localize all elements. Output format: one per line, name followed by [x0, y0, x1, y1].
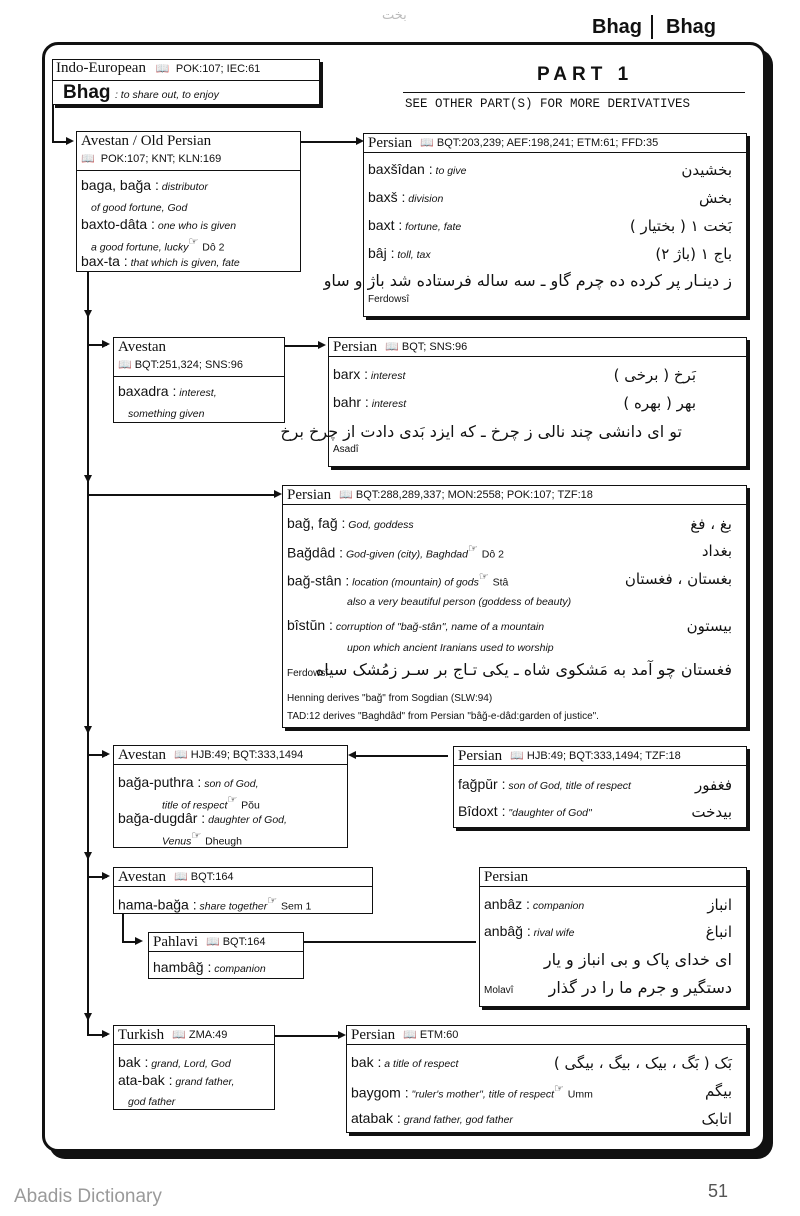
p2-refs: BQT; SNS:96	[401, 341, 468, 353]
book-icon: 📖	[510, 750, 524, 762]
book-icon: 📖	[81, 153, 95, 165]
p4-word: fağpŭr	[458, 776, 498, 792]
p3-persian: بغ ، فغ	[690, 515, 732, 533]
p3-gloss: God, goddess	[345, 519, 414, 531]
connector	[355, 755, 448, 757]
b7-word: ata-bak	[118, 1072, 165, 1088]
p2-word: barx	[333, 366, 361, 382]
p1-persian: بَخت ۱ ( بختیار )	[629, 217, 732, 235]
p5-gloss: rival wife	[530, 927, 575, 939]
arrow-right-icon	[102, 1030, 110, 1038]
p3-word: bîstŭn	[287, 617, 326, 633]
arrow-right-icon	[102, 750, 110, 758]
b2-gloss: interest,	[176, 387, 217, 399]
page-number: 51	[708, 1181, 729, 1201]
b5-gloss: share together	[196, 900, 268, 913]
hand-pointer-icon: ☞	[554, 1083, 564, 1095]
p1-lang: Persian	[368, 135, 413, 151]
p5-gloss: companion	[529, 900, 585, 912]
hand-pointer-icon: ☞	[188, 236, 199, 248]
b5-word: hama-bağa	[118, 896, 189, 913]
p1-word: baxšîdan	[368, 161, 425, 177]
p2-poem: تو ای دانشی چند نالی ز چرخ ـ که ایزد بَدی دادت از چرخ برخ	[280, 422, 682, 441]
p4-lang: Persian	[458, 748, 503, 764]
p5-lang: Persian	[484, 869, 529, 885]
book-icon: 📖	[403, 1029, 417, 1041]
hand-pointer-icon: ☞	[227, 794, 238, 806]
b1-refs: POK:107; KNT; KLN:169	[100, 153, 222, 165]
b6-refs: BQT:164	[222, 936, 266, 948]
book-icon: 📖	[339, 489, 353, 501]
avestan-box-4: Avestan 📖 HJB:49; BQT:333,1494 bağa-puthra : son of God, title of respect☞ Pŏu bağa-dugdâr : daughter of God, Venus☞ Dheugh	[113, 745, 348, 848]
p3-word: bağ, fağ	[287, 515, 338, 531]
b7-lang: Turkish	[118, 1027, 165, 1043]
b4-xref[interactable]: Pŏu	[241, 799, 260, 812]
arrow-down-icon	[84, 726, 92, 734]
persian-box-5: Persian anbâz : companion انباز anbâğ : rival wife انباغ ای خدای پاک و بی انباز و یار دستگیر و جرم ما را در گذار Molavî	[479, 867, 747, 1007]
spine-line	[87, 272, 89, 1034]
arrow-down-icon	[84, 475, 92, 483]
hand-pointer-icon: ☞	[267, 895, 278, 907]
p3-gloss: corruption of "bağ-stân", name of a mountain	[332, 621, 545, 633]
root-refs: POK:107; IEC:61	[175, 63, 261, 75]
connector	[122, 914, 124, 941]
header-right-title: Bhag	[666, 16, 716, 38]
b4-word: bağa-puthra	[118, 774, 194, 790]
book-icon: 📖	[385, 341, 399, 353]
p3-gloss: God-given (city), Baghdad	[343, 548, 468, 561]
connector	[52, 103, 54, 141]
p7-persian: بیگم	[705, 1082, 732, 1100]
turkish-box: Turkish 📖 ZMA:49 bak : grand, Lord, God ata-bak : grand father, god father	[113, 1025, 275, 1110]
part-title: PART 1	[537, 64, 634, 85]
b4-gloss: son of God,	[201, 778, 259, 790]
p5-persian: انباغ	[705, 923, 732, 941]
arrow-right-icon	[318, 341, 326, 349]
b1-word: baxto-dâta	[81, 216, 148, 232]
b2-lang: Avestan	[118, 339, 167, 355]
p4-word: Bîdoxt	[458, 803, 498, 819]
p7-xref[interactable]: Umm	[567, 1088, 593, 1101]
root-box	[52, 59, 320, 105]
persian-box-7: Persian 📖 ETM:60 bak : a title of respect بَک ( بَگ ، بیک ، بیگ ، بیگی ) baygom : "ruler's mother", title of respect☞ Umm بیگم atabak : grand father, god father اتابک	[346, 1025, 747, 1133]
book-icon: 📖	[420, 137, 434, 149]
p2-lang: Persian	[333, 339, 378, 355]
b4-word: bağa-dugdâr	[118, 810, 198, 826]
persian-box-4: Persian 📖 HJB:49; BQT:333,1494; TZF:18 fağpŭr : son of God, title of respect فغفور Bîdoxt : "daughter of God" بیدخت	[453, 746, 747, 828]
arrow-down-icon	[84, 310, 92, 318]
p2-persian: بهر ( بهره )	[623, 394, 696, 412]
p1-poem: ز دینـار پر کرده ده چرم گاو ـ سه ساله فرستاده شد باژ و ساو	[323, 271, 732, 290]
arrow-right-icon	[274, 490, 282, 498]
connector	[87, 494, 277, 496]
part-subtitle: SEE OTHER PART(S) FOR MORE DERIVATIVES	[405, 97, 691, 111]
connector	[285, 345, 321, 347]
p1-word: baxt	[368, 217, 395, 233]
footer-brand: Abadis Dictionary	[14, 1186, 162, 1207]
b1-gloss: a good fortune, lucky	[91, 241, 189, 254]
p5-word: anbâz	[484, 896, 523, 912]
p2-word: bahr	[333, 394, 362, 410]
p7-persian: اتابک	[701, 1110, 732, 1128]
avestan-box-5: Avestan 📖 BQT:164 hama-bağa : share together☞ Sem 1	[113, 867, 373, 914]
b5-lang: Avestan	[118, 869, 167, 885]
arrow-right-icon	[66, 137, 74, 145]
p3-gloss: also a very beautiful person (goddess of beauty)	[347, 596, 572, 608]
root-lang: Indo-European	[56, 60, 146, 76]
p3-persian: بغستان ، فغستان	[624, 570, 732, 588]
b5-refs: BQT:164	[190, 871, 234, 883]
b1-lang: Avestan / Old Persian	[81, 133, 212, 149]
p7-lang: Persian	[351, 1027, 396, 1043]
b4-gloss: Venus	[162, 835, 192, 848]
header-divider	[651, 15, 653, 39]
p1-persian: بخشیدن	[681, 161, 732, 179]
p7-word: baygom	[351, 1084, 401, 1101]
book-icon: 📖	[172, 1029, 186, 1041]
p7-word: atabak	[351, 1110, 394, 1126]
book-icon: 📖	[174, 749, 188, 761]
p4-refs: HJB:49; BQT:333,1494; TZF:18	[526, 750, 681, 762]
p3-poem: فغستان چو آمد به مَشکوی شاه ـ یکی تـاج بر سـر زمُشک سیاه	[315, 660, 732, 679]
p3-word: Bağdâd	[287, 544, 336, 561]
avestan-box-2: Avestan 📖 BQT:251,324; SNS:96 baxadra : interest, something given	[113, 337, 285, 423]
p7-gloss: grand father, god father	[400, 1114, 513, 1126]
p7-gloss: a title of respect	[381, 1058, 459, 1070]
b5-xref[interactable]: Sem 1	[281, 900, 312, 913]
p1-gloss: to give	[432, 165, 467, 177]
hand-pointer-icon: ☞	[467, 543, 478, 555]
b7-refs: ZMA:49	[188, 1029, 228, 1041]
p3-lang: Persian	[287, 487, 332, 503]
book-icon: 📖	[155, 63, 170, 75]
b1-gloss: of good fortune, God	[91, 202, 188, 214]
p5-word: anbâğ	[484, 923, 523, 939]
connector	[122, 941, 136, 943]
p3-poet: Ferdowsî	[287, 668, 329, 679]
p4-gloss: son of God, title of respect	[505, 780, 631, 792]
p3-xref[interactable]: Dô 2	[481, 548, 504, 561]
p3-xref[interactable]: Stâ	[492, 576, 509, 589]
hand-pointer-icon: ☞	[478, 571, 489, 583]
b4-gloss: title of respect	[162, 799, 228, 812]
p4-gloss: "daughter of God"	[505, 807, 592, 819]
book-icon: 📖	[118, 359, 132, 371]
header-left-title: Bhag	[592, 16, 642, 38]
persian-box-2: Persian 📖 BQT; SNS:96 barx : interest بَرخ ( برخی ) bahr : interest بهر ( بهره ) تو ای دانشی چند نالی ز چرخ ـ که ایزد بَدی دادت از چرخ برخ Asadî	[328, 337, 747, 467]
b2-gloss: something given	[128, 408, 205, 420]
b4-xref[interactable]: Dheugh	[205, 835, 242, 848]
b4-lang: Avestan	[118, 747, 167, 763]
pahlavi-box: Pahlavi 📖 BQT:164 hambâğ : companion	[148, 932, 304, 979]
b1-gloss: one who is given	[154, 220, 237, 232]
b1-xref[interactable]: Dô 2	[202, 241, 225, 254]
root-word: Bhag	[63, 82, 111, 103]
b6-word: hambâğ	[153, 959, 204, 975]
b7-gloss: grand father,	[172, 1076, 235, 1088]
b4-refs: HJB:49; BQT:333,1494	[190, 749, 304, 761]
arrow-right-icon	[102, 872, 110, 880]
p3-gloss: location (mountain) of gods	[349, 576, 479, 589]
root-gloss: : to share out, to enjoy	[114, 89, 219, 101]
arrow-right-icon	[338, 1031, 346, 1039]
p3-persian: بغداد	[701, 542, 732, 560]
p2-gloss: interest	[368, 398, 407, 410]
b1-gloss: distributor	[158, 181, 208, 193]
p1-gloss: toll, tax	[394, 249, 431, 261]
p3-note: TAD:12 derives "Baghdâd" from Persian "bâğ-e-dâd:garden of justice".	[287, 711, 599, 722]
p7-refs: ETM:60	[419, 1029, 459, 1041]
arrow-down-icon	[84, 852, 92, 860]
p1-word: bâj	[368, 245, 387, 261]
p1-persian: باج ۱ (باژ ۲)	[655, 245, 732, 263]
book-icon: 📖	[174, 871, 188, 883]
p2-persian: بَرخ ( برخی )	[613, 366, 696, 384]
avestan-old-persian-box: Avestan / Old Persian 📖 POK:107; KNT; KLN:169 baga, bağa : distributor of good fortune, God baxto-dâta : one who is given a good fortune, lucky☞ Dô 2 bax-ta : that which is given, fate	[76, 131, 301, 272]
b6-gloss: companion	[211, 963, 266, 975]
arrow-left-icon	[348, 751, 356, 759]
p1-gloss: division	[405, 193, 444, 205]
p1-gloss: fortune, fate	[402, 221, 462, 233]
b6-lang: Pahlavi	[153, 934, 198, 950]
p1-persian: بخش	[699, 189, 732, 207]
b1-word: bax-ta	[81, 253, 120, 269]
b7-gloss: god father	[128, 1096, 176, 1108]
connector	[301, 141, 356, 143]
p3-persian: بیستون	[686, 617, 732, 635]
p1-poet: Ferdowsî	[368, 294, 410, 305]
b7-gloss: grand, Lord, God	[148, 1058, 231, 1070]
b2-word: baxadra	[118, 383, 169, 399]
arrow-right-icon	[135, 937, 143, 945]
p5-poem: دستگیر و جرم ما را در گذار	[548, 978, 732, 997]
p1-word: baxš	[368, 189, 398, 205]
p3-note: Henning derives "bağ" from Sogdian (SLW:94)	[287, 693, 493, 704]
p1-refs: BQT:203,239; AEF:198,241; ETM:61; FFD:35	[436, 137, 659, 149]
connector	[275, 1035, 340, 1037]
p3-word: bağ-stân	[287, 572, 342, 589]
p7-persian: بَک ( بَگ ، بیک ، بیگ ، بیگی )	[553, 1054, 732, 1072]
p4-persian: فغفور	[695, 776, 732, 794]
p5-poem: ای خدای پاک و بی انباز و یار	[543, 950, 732, 969]
arrow-right-icon	[102, 340, 110, 348]
p3-gloss: upon which ancient Iranians used to worship	[347, 642, 554, 654]
connector	[304, 941, 476, 943]
arrow-down-icon	[84, 1013, 92, 1021]
p5-persian: انباز	[707, 896, 732, 914]
p4-persian: بیدخت	[691, 803, 732, 821]
b1-gloss: that which is given, fate	[127, 257, 240, 269]
book-icon: 📖	[206, 936, 220, 948]
p7-word: bak	[351, 1054, 374, 1070]
watermark-text: بخت	[382, 8, 407, 23]
b2-refs: BQT:251,324; SNS:96	[134, 359, 243, 371]
b7-word: bak	[118, 1054, 141, 1070]
hand-pointer-icon: ☞	[191, 830, 202, 842]
b4-gloss: daughter of God,	[205, 814, 287, 826]
persian-box-3: Persian 📖 BQT:288,289,337; MON:2558; POK:107; TZF:18 bağ, fağ : God, goddess بغ ، فغ Bağdâd : God-given (city), Baghdad☞ Dô 2 بغداد bağ-stân : location (mountain) of gods☞ Stâ also a very beautiful person (goddess of beauty) بغستان ، فغستان bîstŭn : corruption of "bağ-stân", name of a mountain upon which ancient Iranians used to worship بیستون Ferdowsî فغستان چو آمد به مَشکوی شاه ـ یکی تـاج بر سـر زمُشک سیاه Henning derives "bağ" from Sogdian (SLW:94) TAD:12 derives "Baghdâd" from Persian "bâğ-e-dâd:garden of justice".	[282, 485, 747, 728]
p2-poet: Asadî	[333, 444, 359, 455]
p5-poet: Molavî	[484, 985, 514, 996]
b1-word: baga, bağa	[81, 177, 152, 193]
p3-refs: BQT:288,289,337; MON:2558; POK:107; TZF:18	[355, 489, 593, 501]
p2-gloss: interest	[368, 370, 406, 382]
persian-box-1: Persian 📖 BQT:203,239; AEF:198,241; ETM:61; FFD:35 baxšîdan : to give بخشیدن baxš : division بخش baxt : fortune, fate بَخت ۱ ( بختیار ) bâj : toll, tax باج ۱ (باژ ۲) ز دینـار پر کرده ده چرم گاو ـ سه ساله فرستاده شد باژ و ساو Ferdowsî	[363, 133, 747, 317]
p7-gloss: "ruler's mother", title of respect	[408, 1088, 555, 1101]
part-rule	[403, 92, 745, 93]
